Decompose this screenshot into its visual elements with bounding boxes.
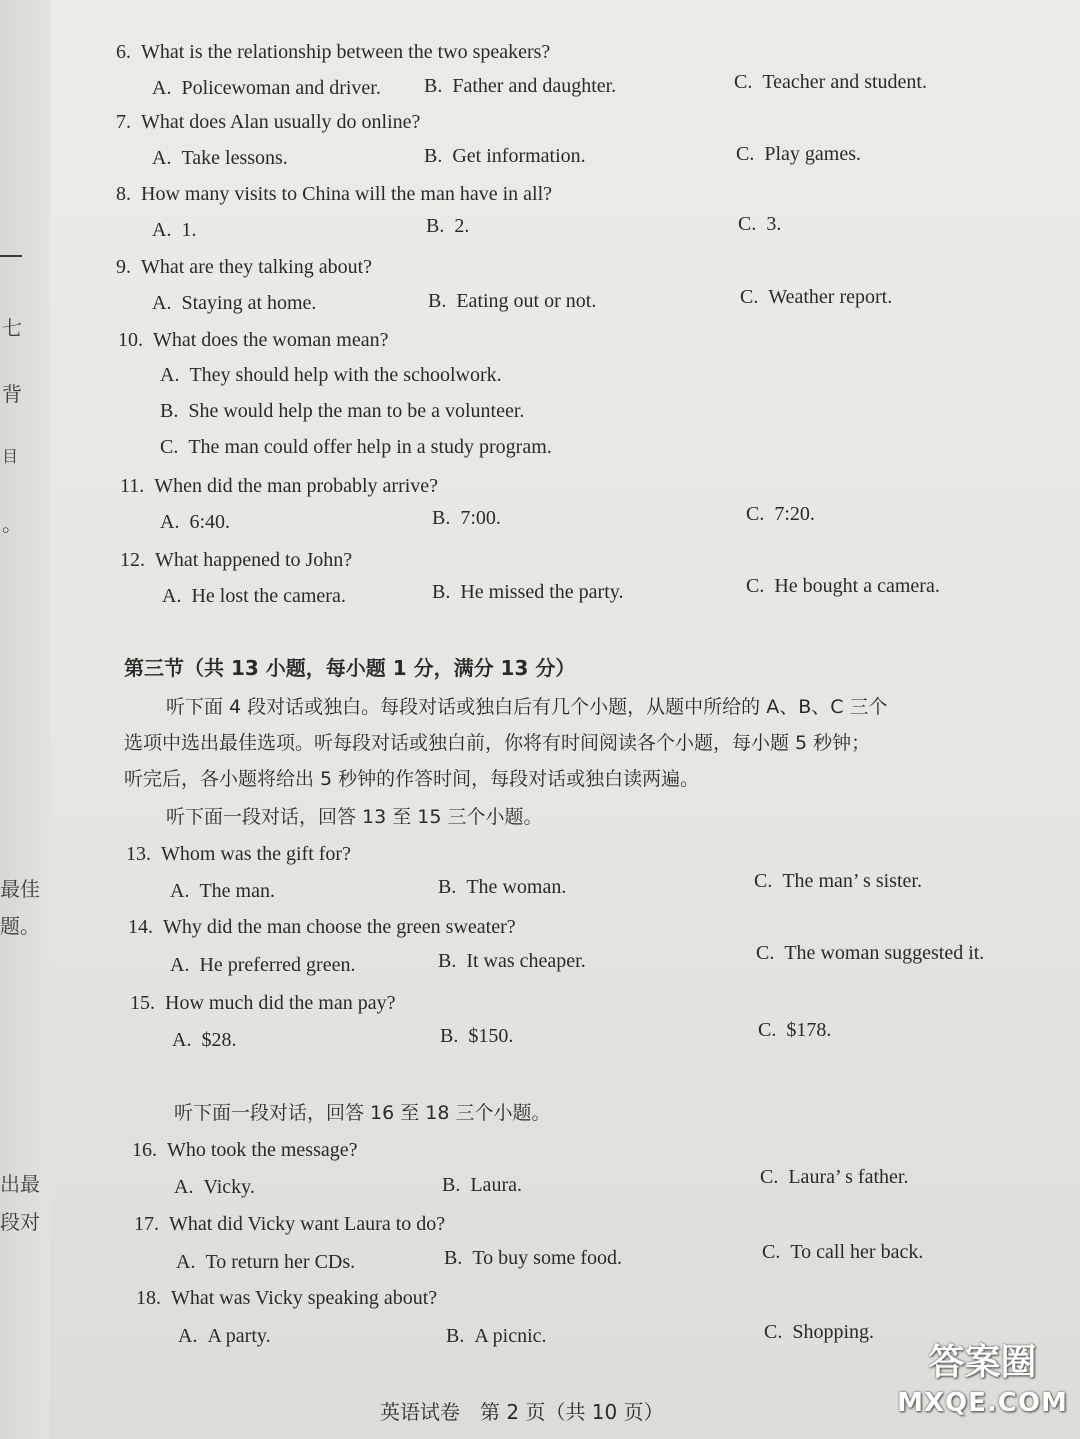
question-text: How much did the man pay? — [165, 992, 396, 1014]
question-number: 17. — [134, 1213, 159, 1235]
option-b: B. A picnic. — [446, 1325, 547, 1347]
question-number: 13. — [126, 843, 151, 865]
option-a: A. To return her CDs. — [176, 1251, 356, 1273]
question-number: 18. — [136, 1287, 161, 1309]
question-14 — [128, 913, 516, 941]
option-c: C. The woman suggested it. — [756, 942, 985, 964]
question-text: What does Alan usually do online? — [141, 111, 421, 133]
option-a: A. Vicky. — [174, 1176, 255, 1198]
question-number: 7. — [116, 111, 131, 133]
question-text: What are they talking about? — [141, 256, 373, 278]
margin-char: 七 — [2, 316, 22, 340]
margin-rule — [0, 255, 22, 257]
option-b: B. Get information. — [424, 145, 586, 167]
watermark-url: MXQE.COM — [897, 1388, 1068, 1418]
margin-char: 目 — [2, 447, 19, 466]
question-9 — [116, 253, 372, 281]
option-c: C. Teacher and student. — [734, 71, 927, 93]
option-b: B. It was cheaper. — [438, 950, 586, 972]
option-c: C. To call her back. — [762, 1241, 924, 1263]
option-b: B. $150. — [440, 1025, 514, 1047]
section-instruction: 选项中选出最佳选项。听每段对话或独白前，你将有时间阅读各个小题，每小题 5 秒钟； — [124, 732, 871, 754]
question-text: What happened to John? — [155, 549, 353, 571]
question-number: 10. — [118, 329, 143, 351]
question-number: 16. — [132, 1139, 157, 1161]
question-12 — [120, 546, 352, 574]
option-a: A. Policewoman and driver. — [152, 77, 381, 99]
question-number: 11. — [120, 475, 145, 497]
option-c: C. He bought a camera. — [746, 575, 940, 597]
option-c: C. Shopping. — [764, 1321, 875, 1343]
option-a: A. A party. — [178, 1325, 271, 1347]
question-18 — [136, 1284, 437, 1312]
option-b: B. 7:00. — [432, 507, 501, 529]
watermark-logo-text: 答案圈 — [928, 1342, 1037, 1383]
option-c: C. 7:20. — [746, 503, 815, 525]
dialog-instruction: 听下面一段对话，回答 13 至 15 三个小题。 — [166, 806, 543, 828]
question-text: Why did the man choose the green sweater? — [163, 916, 516, 938]
option-c: C. Play games. — [736, 143, 861, 165]
option-a: A. 1. — [152, 219, 197, 241]
question-text: How many visits to China will the man have in all? — [141, 183, 553, 205]
option-c: C. The man’ s sister. — [754, 870, 922, 892]
option-c: C. 3. — [738, 213, 782, 235]
section-title: 第三节（共 13 小题，每小题 1 分，满分 13 分） — [124, 656, 576, 680]
option-c: C. Laura’ s father. — [760, 1166, 909, 1188]
option-a: A. $28. — [172, 1029, 237, 1051]
question-10 — [118, 326, 388, 354]
question-16 — [132, 1136, 358, 1164]
option-c: C. $178. — [758, 1019, 832, 1041]
dialog-instruction: 听下面一段对话，回答 16 至 18 三个小题。 — [174, 1102, 551, 1124]
option-b: B. He missed the party. — [432, 581, 624, 603]
question-number: 12. — [120, 549, 145, 571]
question-number: 8. — [116, 183, 131, 205]
question-17 — [134, 1210, 445, 1238]
margin-char: 背 — [2, 382, 22, 406]
question-13 — [126, 840, 351, 868]
margin-char: 题。 — [0, 914, 40, 938]
option-b: B. 2. — [426, 215, 470, 237]
option-b: B. Laura. — [442, 1174, 522, 1196]
option-a: A. Staying at home. — [152, 292, 317, 314]
option-a: A. They should help with the schoolwork. — [160, 364, 502, 386]
question-number: 15. — [130, 992, 155, 1014]
question-15 — [130, 989, 396, 1017]
question-11 — [120, 472, 438, 500]
question-6 — [116, 38, 550, 66]
question-7 — [116, 108, 420, 136]
option-b: B. Father and daughter. — [424, 75, 617, 97]
option-a: A. Take lessons. — [152, 147, 288, 169]
question-number: 14. — [128, 916, 153, 938]
option-a: A. He preferred green. — [170, 954, 356, 976]
question-text: What is the relationship between the two speakers? — [141, 41, 551, 63]
option-a: A. The man. — [170, 880, 275, 902]
option-b: B. She would help the man to be a volunteer. — [160, 400, 525, 422]
section-instruction: 听下面 4 段对话或独白。每段对话或独白后有几个小题，从题中所给的 A、B、C 三个 — [166, 696, 888, 718]
question-8 — [116, 180, 552, 208]
question-number: 9. — [116, 256, 131, 278]
option-a: A. He lost the camera. — [162, 585, 346, 607]
page-footer: 英语试卷 第 2 页（共 10 页） — [380, 1400, 664, 1424]
option-b: B. Eating out or not. — [428, 290, 597, 312]
margin-char: 段对 — [0, 1210, 40, 1234]
question-text: Whom was the gift for? — [161, 843, 351, 865]
margin-char: 。 — [2, 512, 22, 536]
question-number: 6. — [116, 41, 131, 63]
option-b: B. The woman. — [438, 876, 567, 898]
question-text: When did the man probably arrive? — [154, 475, 439, 497]
margin-char: 出最 — [0, 1172, 40, 1196]
option-c: C. Weather report. — [740, 286, 893, 308]
section-instruction: 听完后，各小题将给出 5 秒钟的作答时间，每段对话或独白读两遍。 — [124, 768, 700, 790]
option-b: B. To buy some food. — [444, 1247, 623, 1269]
question-text: What did Vicky want Laura to do? — [169, 1213, 446, 1235]
left-margin — [0, 0, 50, 1439]
question-text: What does the woman mean? — [153, 329, 389, 351]
question-text: What was Vicky speaking about? — [171, 1287, 438, 1309]
option-a: A. 6:40. — [160, 511, 231, 533]
option-c: C. The man could offer help in a study program. — [160, 436, 552, 458]
question-text: Who took the message? — [167, 1139, 358, 1161]
site-watermark — [895, 1340, 1070, 1432]
margin-char: 最佳 — [0, 877, 40, 901]
